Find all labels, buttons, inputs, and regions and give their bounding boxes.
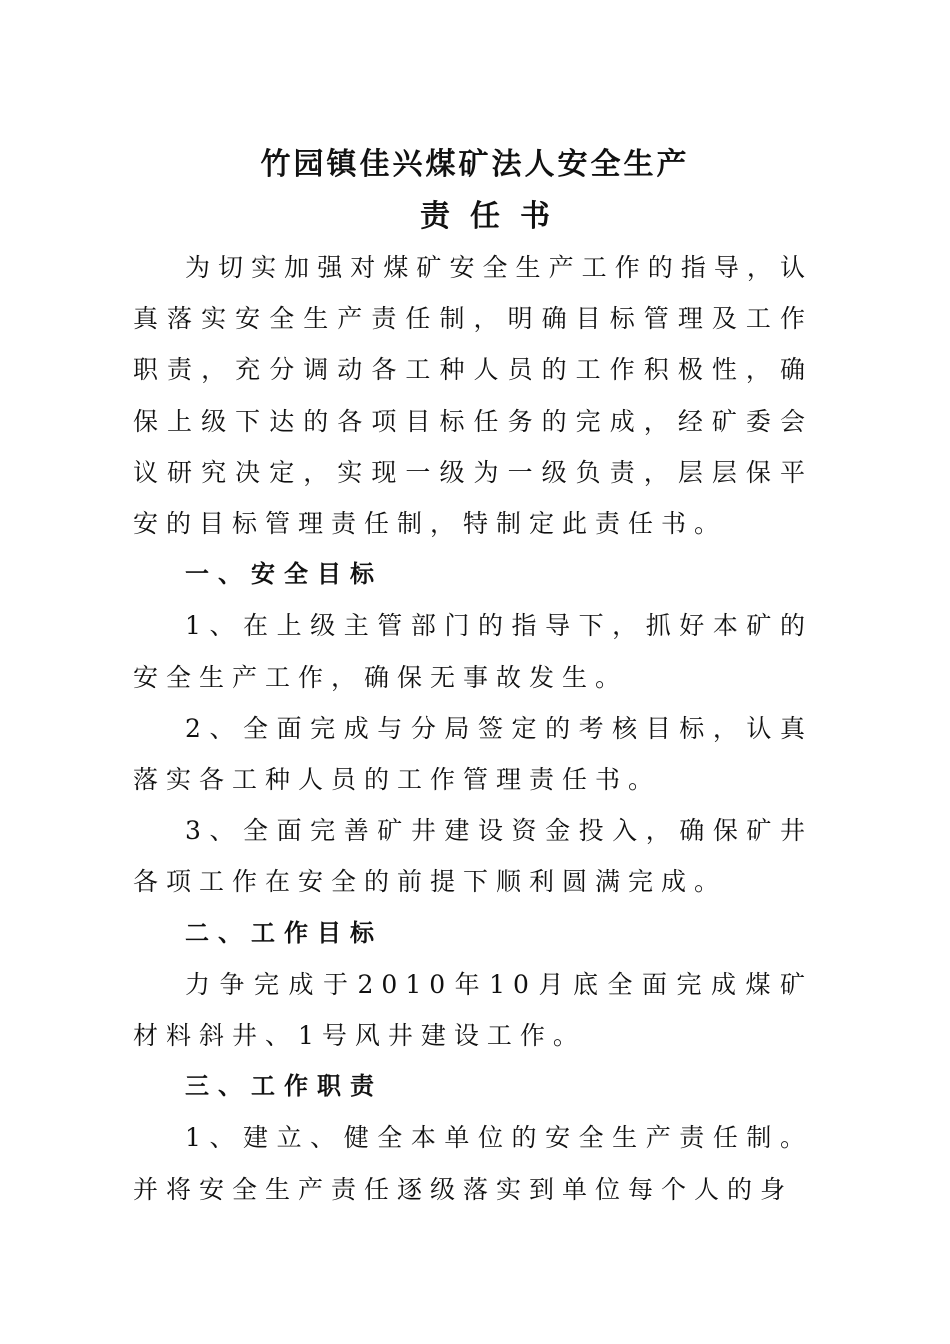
section-heading-safety-goals: 一、安全目标 (185, 560, 383, 589)
document-body (133, 242, 813, 1215)
intro-paragraph: 为切实加强对煤矿安全生产工作的指导，认真落实安全生产责任制，明确目标管理及工作职责，充分调动各工种人员的工作积极性，确保上级下达的各项目标任务的完成，经矿委会议研究决定，实现一级为一级负责，层层保平安的目标管理责任制，特制定此责任书。 (133, 253, 813, 539)
work-goal-paragraph: 力争完成于2010年10月底全面完成煤矿材料斜井、1号风井建设工作。 (133, 969, 813, 1051)
section-heading-work-goals: 二、工作目标 (185, 918, 383, 947)
safety-goal-item: 3、全面完善矿井建设资金投入，确保矿井各项工作在安全的前提下顺利圆满完成。 (133, 816, 813, 897)
safety-goal-item: 2、全面完成与分局签定的考核目标，认真落实各工种人员的工作管理责任书。 (133, 713, 813, 795)
safety-goal-item: 1、在上级主管部门的指导下，抓好本矿的安全生产工作，确保无事故发生。 (133, 611, 813, 692)
duty-item: 1、建立、健全本单位的安全生产责任制。并将安全生产责任逐级落实到单位每个人的身 (133, 1123, 813, 1204)
section-heading-duties: 三、工作职责 (185, 1072, 383, 1101)
document-subtitle: 责任书 (420, 199, 570, 234)
document-title: 竹园镇佳兴煤矿法人安全生产 (260, 147, 690, 182)
